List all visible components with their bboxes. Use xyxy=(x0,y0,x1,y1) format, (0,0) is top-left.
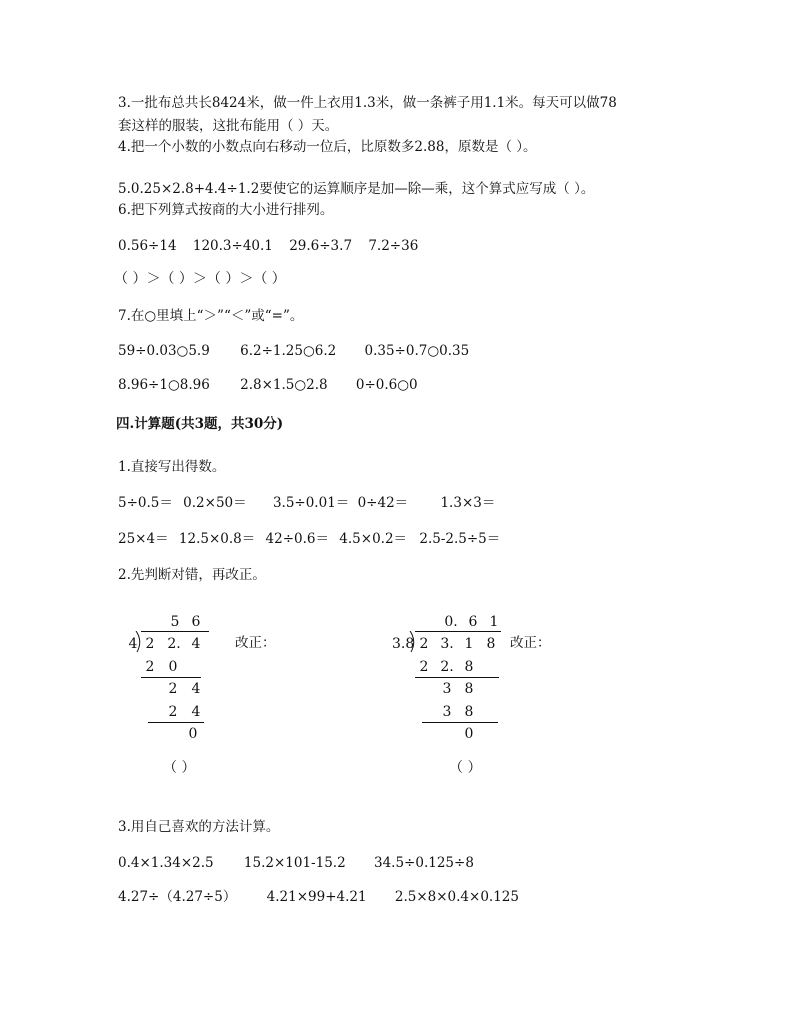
question-4-1: 1.直接写出得数。 xyxy=(118,459,226,475)
dividend-digit: 3. xyxy=(440,636,454,652)
division-bar xyxy=(141,631,209,632)
question-4-2: 2.先判断对错，再改正。 xyxy=(118,567,266,583)
comparison: 0÷0.6○0 xyxy=(355,377,418,393)
correction-label: 改正： xyxy=(235,635,276,651)
question-7-row-1 xyxy=(118,342,469,360)
expression: 7.2÷36 xyxy=(368,238,419,254)
quotient-digit: 5 xyxy=(170,614,180,630)
question-6-expressions xyxy=(118,237,418,255)
step-digit: 4 xyxy=(191,704,201,720)
oral-calc-item: 0÷42＝ xyxy=(357,495,409,511)
oral-calc-row-1 xyxy=(118,494,495,512)
judgement-parentheses: （ ） xyxy=(449,760,482,776)
step-digit: 8 xyxy=(464,681,474,697)
step-digit: 2 xyxy=(168,681,178,697)
calc-item: 2.5×8×0.4×0.125 xyxy=(394,889,519,905)
divisor: 3.8 xyxy=(392,636,415,652)
dividend-digit: 4 xyxy=(191,636,201,652)
oral-calc-item: 2.5-2.5÷5＝ xyxy=(419,531,501,547)
step-digit: 8 xyxy=(464,659,474,675)
step-digit: 3 xyxy=(442,681,452,697)
divisor: 4 xyxy=(128,636,138,652)
oral-calc-item: 0.2×50＝ xyxy=(183,495,247,511)
comparison: 59÷0.03○5.9 xyxy=(118,343,210,359)
oral-calc-item: 42÷0.6＝ xyxy=(265,531,329,547)
calc-item: 4.21×99+4.21 xyxy=(266,889,367,905)
calc-item: 34.5÷0.125÷8 xyxy=(373,855,474,871)
quotient-digit: 6 xyxy=(191,614,201,630)
dividend-digit: 2 xyxy=(419,636,429,652)
question-7-row-2 xyxy=(118,376,418,394)
question-6: 6.把下列算式按商的大小进行排列。 xyxy=(118,202,334,218)
section-4-heading: 四.计算题(共3题，共30分) xyxy=(116,416,284,432)
question-5: 5.0.25×2.8+4.4÷1.2要使它的运算顺序是加—除—乘，这个算式应写成（ ）。 xyxy=(118,181,595,197)
oral-calc-item: 1.3×3＝ xyxy=(440,495,496,511)
subtraction-line xyxy=(415,677,499,678)
oral-calc-item: 5÷0.5＝ xyxy=(118,495,173,511)
step-digit: 0 xyxy=(168,659,178,675)
quotient-digit: 0. xyxy=(444,614,458,630)
judgement-parentheses: （ ） xyxy=(163,760,196,776)
step-digit: 8 xyxy=(464,704,474,720)
calc-item: 0.4×1.34×2.5 xyxy=(118,855,214,871)
expression: 29.6÷3.7 xyxy=(289,238,353,254)
expression: 0.56÷14 xyxy=(118,238,177,254)
subtraction-line xyxy=(422,722,498,723)
step-digit: 3 xyxy=(442,704,452,720)
oral-calc-item: 12.5×0.8＝ xyxy=(178,531,256,547)
step-digit: 2 xyxy=(168,704,178,720)
remainder: 0 xyxy=(188,726,198,742)
quotient-digit: 1 xyxy=(489,614,499,630)
question-7: 7.在○里填上“＞”“＜”或“=”。 xyxy=(118,308,304,324)
question-3-line-1: 3.一批布总共长8424米，做一件上衣用1.3米，做一条裤子用1.1米。每天可以做78 xyxy=(118,95,617,111)
step-digit: 4 xyxy=(191,681,201,697)
calc-row-1 xyxy=(118,854,474,872)
subtraction-line xyxy=(141,677,201,678)
dividend-digit: 1 xyxy=(464,636,474,652)
correction-label: 改正： xyxy=(510,635,551,651)
subtraction-line xyxy=(148,722,204,723)
division-bar xyxy=(415,631,501,632)
comparison: 6.2÷1.25○6.2 xyxy=(240,343,337,359)
comparison: 2.8×1.5○2.8 xyxy=(240,377,328,393)
step-digit: 2. xyxy=(440,659,454,675)
question-6-order-blanks: （ ）＞（ ）＞（ ）＞（ ） xyxy=(114,271,286,287)
oral-calc-item: 4.5×0.2＝ xyxy=(339,531,408,547)
question-4-3: 3.用自己喜欢的方法计算。 xyxy=(118,819,280,835)
question-3-line-2: 套这样的服装，这批布能用（ ）天。 xyxy=(118,118,339,134)
comparison: 0.35÷0.7○0.35 xyxy=(364,343,470,359)
expression: 120.3÷40.1 xyxy=(192,238,273,254)
dividend-digit: 2. xyxy=(167,636,181,652)
oral-calc-row-2 xyxy=(118,530,500,548)
remainder: 0 xyxy=(464,726,474,742)
dividend-digit: 8 xyxy=(486,636,496,652)
question-4: 4.把一个小数的小数点向右移动一位后，比原数多2.88，原数是（ ）。 xyxy=(118,139,537,155)
step-digit: 2 xyxy=(419,659,429,675)
calc-row-2 xyxy=(118,888,519,906)
quotient-digit: 6 xyxy=(468,614,478,630)
calc-item: 4.27÷（4.27÷5） xyxy=(118,889,237,905)
oral-calc-item: 3.5÷0.01＝ xyxy=(272,495,350,511)
comparison: 8.96÷1○8.96 xyxy=(118,377,210,393)
oral-calc-item: 25×4＝ xyxy=(118,531,169,547)
dividend-digit: 2 xyxy=(145,636,155,652)
step-digit: 2 xyxy=(145,659,155,675)
calc-item: 15.2×101-15.2 xyxy=(243,855,346,871)
